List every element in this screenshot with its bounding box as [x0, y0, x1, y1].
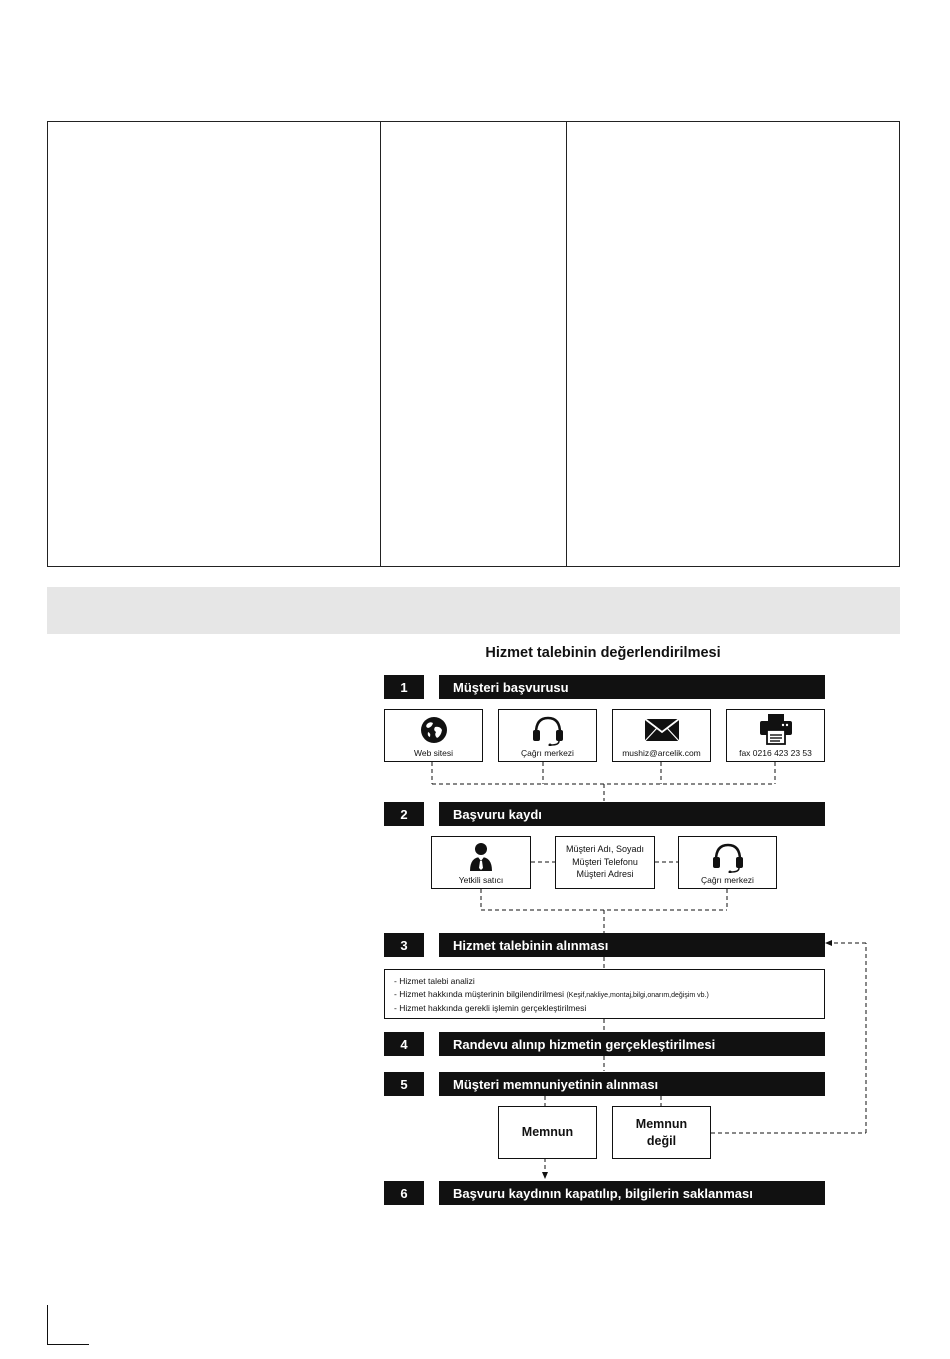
headset-icon: [531, 714, 565, 746]
person-icon: [469, 842, 493, 872]
satisfied-box: Memnun: [498, 1106, 597, 1159]
detail-line: - Hizmet hakkında gerekli işlemin gerçekleştirilmesi: [394, 1003, 587, 1013]
registration-seller: [431, 836, 531, 889]
step-4-label: Randevu alınıp hizmetin gerçekleştirilmesi: [439, 1032, 825, 1056]
info-line: Müşteri Telefonu: [572, 856, 638, 867]
channel-web: [384, 709, 483, 762]
step-2-label: Başvuru kaydı: [439, 802, 825, 826]
call-center-label: Çağrı merkezi: [701, 875, 754, 885]
globe-icon: [419, 715, 449, 745]
channel-label: mushiz@arcelik.com: [622, 748, 701, 758]
detail-line: - Hizmet talebi analizi: [394, 976, 475, 986]
step-6-number: 6: [384, 1181, 424, 1205]
headset-icon: [711, 841, 745, 873]
fax-icon: [758, 713, 794, 745]
channel-call-center: [498, 709, 597, 762]
registration-call-center: [678, 836, 777, 889]
corner-mark: [47, 1344, 89, 1345]
channel-fax: [726, 709, 825, 762]
step-4-number: 4: [384, 1032, 424, 1056]
customer-info-box: [555, 836, 655, 889]
table-divider: [566, 122, 567, 566]
seller-label: Yetkili satıcı: [458, 875, 504, 885]
step-5-label: Müşteri memnuniyetinin alınması: [439, 1072, 825, 1096]
step-1-number: 1: [384, 675, 424, 699]
envelope-icon: [644, 718, 680, 742]
table-divider: [380, 122, 381, 566]
section-band: [47, 587, 900, 634]
info-line: Müşteri Adı, Soyadı: [565, 844, 645, 854]
corner-mark: [47, 1305, 48, 1345]
info-line: Müşteri Adresi: [576, 869, 634, 879]
step-1-label: Müşteri başvurusu: [439, 675, 825, 699]
channel-label: fax 0216 423 23 53: [739, 748, 812, 758]
channel-label: Çağrı merkezi: [521, 748, 574, 758]
step-3-number: 3: [384, 933, 424, 957]
not-satisfied-box: Memnun değil: [612, 1106, 711, 1159]
step-2-number: 2: [384, 802, 424, 826]
step-5-number: 5: [384, 1072, 424, 1096]
channel-label: Web sitesi: [413, 748, 454, 758]
diagram-title: Hizmet talebinin değerlendirilmesi: [485, 645, 721, 661]
channel-email: [612, 709, 711, 762]
info-table: [47, 121, 900, 567]
step-6-label: Başvuru kaydının kapatılıp, bilgilerin saklanması: [439, 1181, 825, 1205]
detail-line: - Hizmet hakkında müşterinin bilgilendirilmesi (Keşif,nakliye,montaj,bilgi,onarım,değişim vb.): [394, 989, 709, 999]
request-details-box: [384, 969, 825, 1019]
step-3-label: Hizmet talebinin alınması: [439, 933, 825, 957]
